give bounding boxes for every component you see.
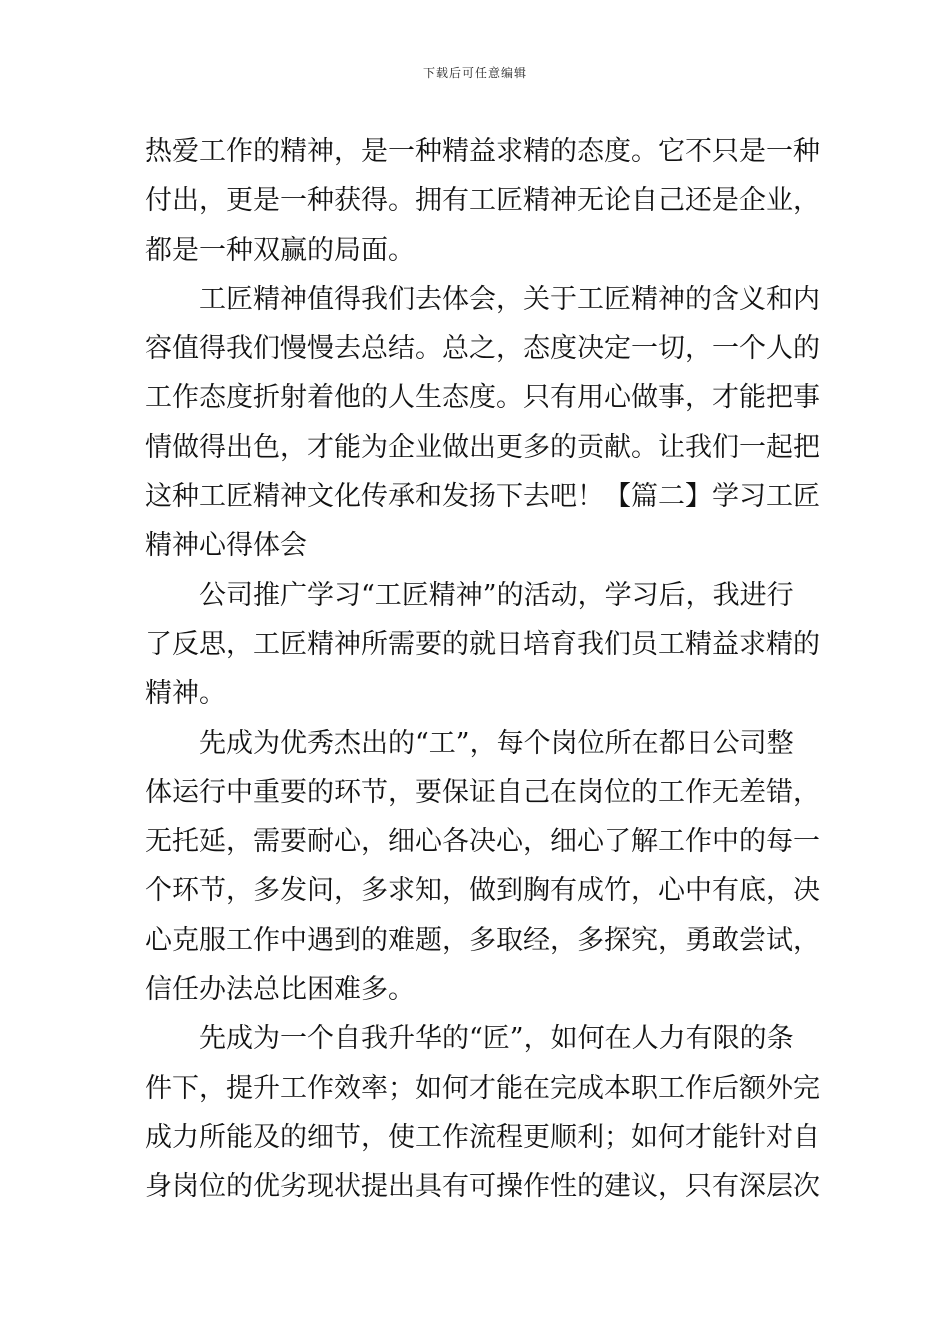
text-line: 工作态度折射着他的人生态度。只有用心做事，才能把事 [145,382,820,414]
text-line: 信任办法总比困难多。 [145,974,415,1006]
text-line: 都是一种双赢的局面。 [145,234,415,266]
text-line: 付出，更是一种获得。拥有工匠精神无论自己还是企业， [145,185,820,217]
text-line-indented: 先成为优秀杰出的“工”，每个岗位所在都日公司整 [199,727,794,759]
text-line-indented: 工匠精神值得我们去体会，关于工匠精神的含义和内 [199,283,820,315]
text-line: 精神心得体会 [145,530,307,562]
text-line-indented: 先成为一个自我升华的“匠”，如何在人力有限的条 [199,1023,794,1055]
text-line: 了反思，工匠精神所需要的就日培育我们员工精益求精的 [145,628,820,660]
page-header: 下载后可任意编辑 [422,66,527,80]
text-line: 情做得出色，才能为企业做出更多的贡献。让我们一起把 [145,431,820,463]
text-line: 体运行中重要的环节，要保证自己在岗位的工作无差错， [145,776,820,808]
text-line: 个环节，多发问，多求知，做到胸有成竹，心中有底，决 [145,875,820,907]
text-line: 身岗位的优劣现状提出具有可操作性的建议，只有深层次 [145,1171,820,1203]
text-line: 热爱工作的精神，是一种精益求精的态度。它不只是一种 [145,136,820,167]
text-line: 成力所能及的细节，使工作流程更顺利；如何才能针对自 [145,1121,820,1153]
text-line: 无托延，需要耐心，细心各决心，细心了解工作中的每一 [145,826,820,858]
text-line: 容值得我们慢慢去总结。总之，态度决定一切，一个人的 [145,333,820,365]
text-line: 精神。 [145,678,226,710]
text-line: 心克服工作中遇到的难题，多取经，多探究，勇敢尝试， [145,924,820,956]
document-body [145,127,820,1212]
text-line: 件下，提升工作效率；如何才能在完成本职工作后额外完 [145,1072,820,1104]
text-line: 这种工匠精神文化传承和发扬下去吧！【篇二】学习工匠 [145,481,820,513]
text-line-indented: 公司推广学习“工匠精神”的活动，学习后，我进行 [199,579,794,611]
